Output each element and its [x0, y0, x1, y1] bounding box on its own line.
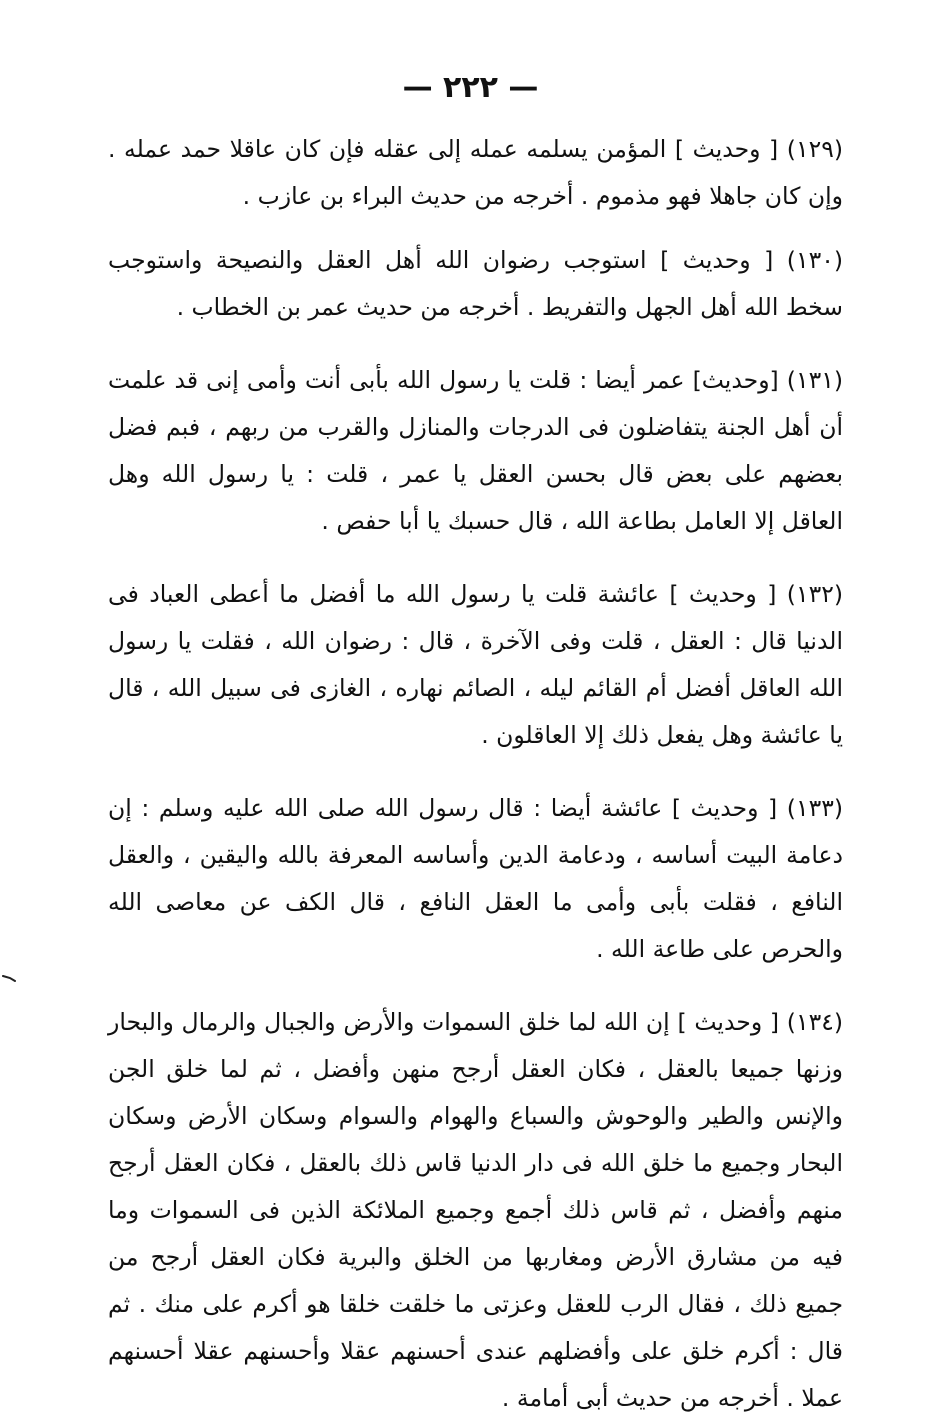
hadith-paragraph-129: (١٢٩) [ وحديث ] المؤمن يسلمه عمله إلى عقله فإن كان عاقلا حمد عمله . وإن كان جاهلا فهو مذموم . أخرجه من حديث البراء بن عازب . [108, 135, 843, 210]
hadith-text-body [108, 126, 843, 1422]
margin-ink-mark [2, 974, 16, 982]
page-number: — ٢٢٢ — [402, 70, 539, 105]
hadith-paragraph-131: (١٣١) [وحديث] عمر أيضا : قلت يا رسول الله بأبى أنت وأمى إنى قد علمت أن أهل الجنة يتفاضلون فى الدرجات والمنازل والقرب من ربهم ، فبم فضل بعضهم على بعض قال بحسن العقل يا عمر ، قلت : يا رسول الله وهل العاقل إلا العامل بطاعة الله ، قال حسبك يا أبا حفص . [108, 366, 843, 535]
hadith-paragraph-133: (١٣٣) [ وحديث ] عائشة أيضا : قال رسول الله صلى الله عليه وسلم : إن دعامة البيت أساسه ، ودعامة الدين وأساسه المعرفة بالله واليقين ، والعقل النافع ، فقلت بأبى وأمى ما العقل النافع ، قال الكف عن معاصى الله والحرص على طاعة الله . [108, 794, 843, 963]
hadith-paragraph-130: (١٣٠) [ وحديث ] استوجب رضوان الله أهل العقل والنصيحة واستوجب سخط الله أهل الجهل والتفريط . أخرجه من حديث عمر بن الخطاب . [108, 246, 843, 321]
hadith-paragraph-134: (١٣٤) [ وحديث ] إن الله لما خلق السموات والأرض والجبال والرمال والبحار وزنها جميعا بالعقل ، فكان العقل أرجح منهن وأفضل ، ثم لما خلق الجن والإنس والطير والوحوش والسباع والهوام والسوام وسكان الأرض وسكان البحار وجميع ما خلق الله فى دار الدنيا قاس ذلك بالعقل ، فكان العقل أرجح منهم وأفضل ، ثم قاس ذلك أجمع وجميع الملائكة الذين فى السموات وما فيه من مشارق الأرض ومغاربها من الخلق والبرية فكان العقل أرجح من جميع ذلك ، فقال الرب للعقل وعزتى ما خلقت خلقا هو أكرم على منك . ثم قال : أكرم خلق على وأفضلهم عندى أحسنهم عقلا وأحسنهم عقلا أحسنهم عملا . أخرجه من حديث أبى أمامة . [108, 1008, 843, 1412]
hadith-paragraph-132: (١٣٢) [ وحديث ] عائشة قلت يا رسول الله ما أفضل ما أعطى العباد فى الدنيا قال : العقل ، قلت وفى الآخرة ، قال : رضوان الله ، فقلت يا رسول الله العاقل أفضل أم القائم ليله ، الصائم نهاره ، الغازى فى سبيل الله ، قال يا عائشة وهل يفعل ذلك إلا العاقلون . [108, 580, 843, 749]
